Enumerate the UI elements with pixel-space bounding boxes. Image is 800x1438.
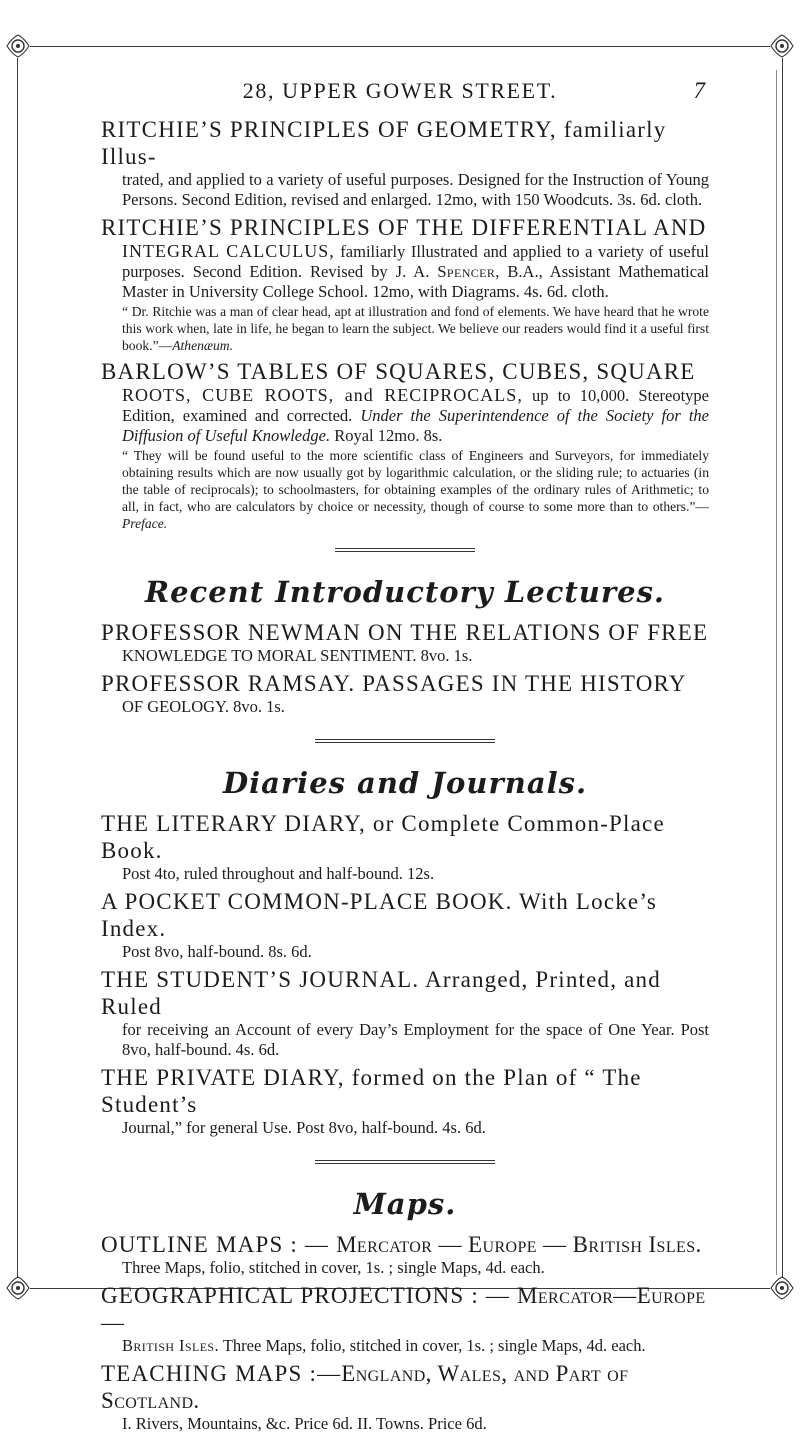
entry-description: trated, and applied to a variety of useful purposes. Designed for the Instruction of Young Persons. Second Edition, revised and enlarged. 12mo, with 150 Woodcuts. 3s. 6d. cloth. [122,170,709,209]
entry-text: familiarly Illustrated and applied to a variety of useful purposes. Second Edition. Revised by J. A. [122,242,709,281]
entry-description: for receiving an Account of every Day’s Employment for the space of One Year. Post 8vo, half-bound. 4s. 6d. [122,1020,709,1059]
section-divider [335,548,475,553]
catalogue-entry [101,358,709,532]
entry-text: Three Maps, folio, stitched in cover, 1s. ; single Maps, 4d. each. [219,1336,646,1355]
entry-title: THE STUDENT’S JOURNAL. Arranged, Printed, and Ruled [101,967,661,1019]
corner-ornament-icon [769,33,795,59]
entry-description: Post 8vo, half-bound. 8s. 6d. [122,942,312,961]
entry-title-text: OUTLINE MAPS : — [101,1232,337,1257]
quote-text: “ They will be found useful to the more scientific class of Engineers and Surveyors, for immediately obtaining results which are now usually got by logarithmic calculation, or the sliding rule; to actuaries (in the table of reciprocals); to schoolmasters, for obtaining examples of the ordinary rules of Arithmetic; to all, in fact, who are calculators by choice or necessity, though of course to some more than to others.”— [122,448,709,514]
entry-title-text: GEOGRAPHICAL PROJECTIONS : — [101,1283,518,1308]
entry-title: PROFESSOR RAMSAY. PASSAGES IN THE HISTORY [101,671,687,696]
review-quote [101,303,709,354]
entry-title: THE PRIVATE DIARY, formed on the Plan of “ The Student’s [101,1065,642,1117]
catalogue-entry [101,116,709,210]
entry-title: THE LITERARY DIARY, or Complete Common-Place Book. [101,811,665,863]
entry-title-smallcaps: England, Wales, and Part of Scotland. [101,1361,629,1413]
quote-source: Preface. [122,516,168,531]
frame-left-rule [17,58,18,1278]
entry-title-smallcaps: Mercator—Europe— [101,1283,706,1335]
section-heading: Maps. [353,1187,457,1221]
section-divider [315,1160,495,1165]
entry-description: I. Rivers, Mountains, &c. Price 6d. II. Towns. Price 6d. [122,1414,487,1433]
page-number: 7 [693,78,705,103]
entry-imprint: Under the Superintendence of the Society for the Diffusion of Useful Knowledge. [122,406,709,445]
page-header [95,78,705,106]
entry-title-smallcaps: Mercator — Europe — British Isles. [336,1232,702,1257]
section-divider [315,739,495,744]
entry-description: KNOWLEDGE TO MORAL SENTIMENT. 8vo. 1s. [122,646,473,665]
catalogue-entry [101,619,709,666]
entry-description [101,241,709,302]
catalogue-entry [101,1282,709,1356]
entry-description [101,385,709,446]
entry-title [101,1231,709,1258]
entry-text: , B.A., Assistant Mathematical Master in University College School. 12mo, with Diagrams. 4s. 6d. cloth. [122,262,709,301]
catalogue-entry [101,888,709,962]
entry-title [101,1360,709,1414]
entry-text-smallcaps: British Isles. [122,1336,220,1355]
corner-ornament-icon [5,33,31,59]
running-head: 28, UPPER GOWER STREET. [242,78,558,103]
entry-title: PROFESSOR NEWMAN ON THE RELATIONS OF FREE [101,620,709,645]
catalogue-entry [101,214,709,354]
quote-source: Athenæum. [172,338,234,353]
frame-right-rule [782,58,783,1278]
entry-description: Three Maps, folio, stitched in cover, 1s. ; single Maps, 4d. each. [122,1258,545,1277]
section-heading: Recent Introductory Lectures. [144,575,666,609]
catalogue-entry [101,1231,709,1278]
entry-title-text: TEACHING MAPS :— [101,1361,342,1386]
review-quote [101,447,709,532]
catalogue-entry [101,1064,709,1138]
quote-text: “ Dr. Ritchie was a man of clear head, apt at illustration and fond of elements. We have heard that he wrote this work when, late in life, he began to learn the subject. We believe our readers would find it a useful first book.”— [122,304,709,353]
catalogue-entry [101,1360,709,1434]
entry-description: Post 4to, ruled throughout and half-bound. 12s. [122,864,435,883]
entry-title [101,1282,709,1336]
entry-title-continuation: INTEGRAL CALCULUS, [122,241,335,261]
catalogue-entry [101,670,709,717]
page-content [101,116,709,1438]
frame-top-rule [30,46,770,47]
entry-description [101,1336,709,1356]
entry-title-continuation: ROOTS, CUBE ROOTS, and RECIPROCALS, [122,385,523,405]
entry-text: up to 10,000. Stereotype Edition, examined and corrected. [122,386,709,425]
entry-title: RITCHIE’S PRINCIPLES OF THE DIFFERENTIAL AND [101,215,707,240]
entry-text: Royal 12mo. 8s. [330,426,443,445]
catalogue-entry [101,966,709,1060]
frame-right-inner-rule [776,70,777,1275]
entry-title: A POCKET COMMON-PLACE BOOK. With Locke’s Index. [101,889,658,941]
entry-description: Journal,” for general Use. Post 8vo, half-bound. 4s. 6d. [122,1118,486,1137]
corner-ornament-icon [769,1275,795,1301]
section-heading: Diaries and Journals. [222,766,588,800]
catalogue-entry [101,810,709,884]
author-name: Spencer [437,262,496,281]
entry-title: BARLOW’S TABLES OF SQUARES, CUBES, SQUARE [101,359,696,384]
corner-ornament-icon [5,1275,31,1301]
entry-title: RITCHIE’S PRINCIPLES OF GEOMETRY, familiarly Illus- [101,117,667,169]
entry-description: OF GEOLOGY. 8vo. 1s. [122,697,285,716]
